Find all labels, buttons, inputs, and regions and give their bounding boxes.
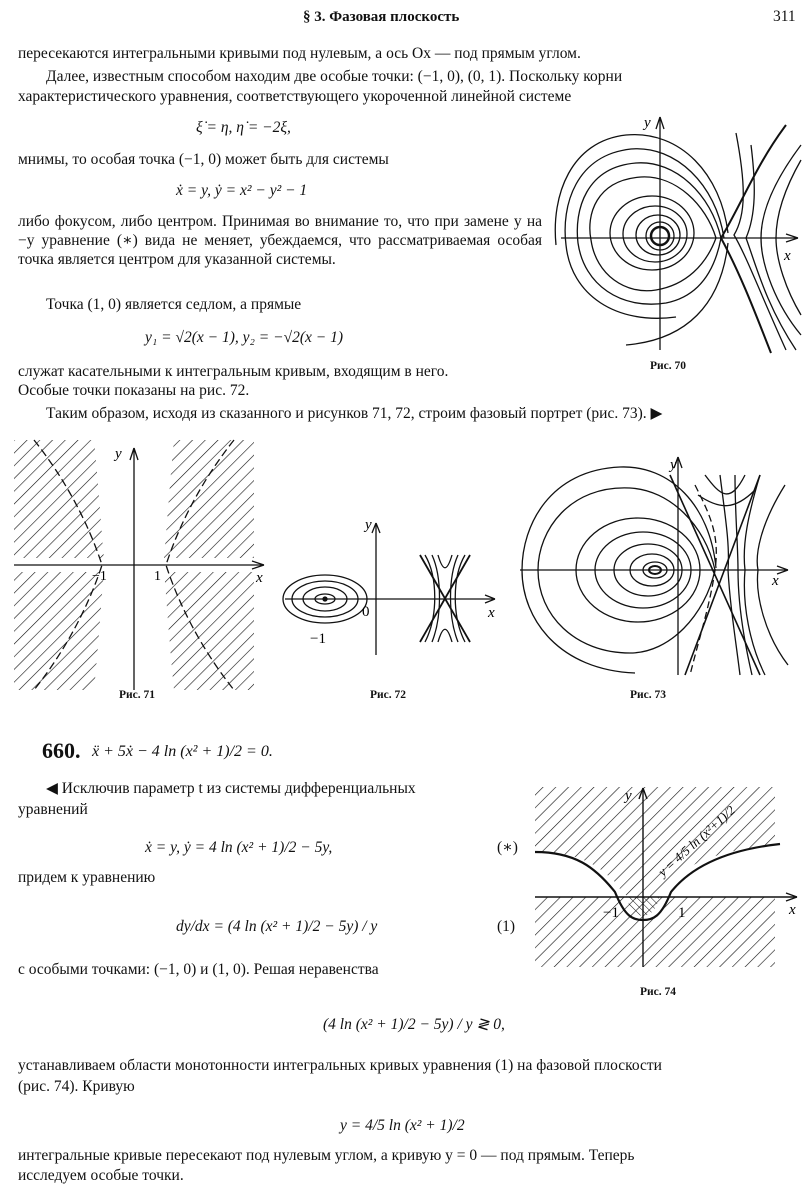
figure-74 xyxy=(535,782,805,972)
equation-tag: (∗) xyxy=(497,839,518,856)
text-line: Таким образом, исходя из сказанного и рисунков 71, 72, строим фазовый портрет (рис. 73). ▶ xyxy=(46,405,663,422)
text-line: ◀ Исключив параметр t из системы дифференциальных xyxy=(46,780,416,797)
problem-number: 660. xyxy=(42,738,81,763)
page-number: 311 xyxy=(773,8,796,25)
axis-label-x: x xyxy=(256,570,263,586)
text-line: с особыми точками: (−1, 0) и (1, 0). Решая неравенства xyxy=(18,961,379,978)
text-line: характеристического уравнения, соответствующего укороченной линейной системе xyxy=(18,88,572,105)
text-line: устанавливаем области монотонности интегральных кривых уравнения (1) на фазовой плоскости xyxy=(18,1057,662,1074)
figure-70 xyxy=(556,105,806,355)
equation-tag: (1) xyxy=(497,918,516,935)
equation: ẍ + 5ẋ − 4 ln (x² + 1)/2 = 0. xyxy=(92,743,273,760)
axis-label-x: x xyxy=(789,902,796,918)
axis-label-y: y xyxy=(115,446,122,462)
axis-label-x: x xyxy=(784,248,791,264)
text-line: интегральные кривые пересекают под нулевым углом, а кривую y = 0 — под прямым. Теперь xyxy=(18,1147,635,1164)
tick-label: −1 xyxy=(603,905,619,921)
tick-label: −1 xyxy=(310,631,326,647)
axis-label-x: x xyxy=(488,605,495,621)
axis-label-y: y xyxy=(625,788,632,804)
equation: (4 ln (x² + 1)/2 − 5y) / y ≷ 0, xyxy=(323,1016,505,1033)
running-header: § 3. Фазовая плоскость xyxy=(303,9,460,25)
tick-label: 1 xyxy=(154,569,161,584)
axis-label-y: y xyxy=(365,517,372,533)
text-line: Далее, известным способом находим две особые точки: (−1, 0), (0, 1). Поскольку корни xyxy=(46,68,623,85)
equation: y₁ = √2(x − 1), y₂ = −√2(x − 1) xyxy=(145,329,344,346)
axis-label-y: y xyxy=(670,457,677,473)
text-line: служат касательными к интегральным кривым, входящим в него. xyxy=(18,363,449,380)
figure-caption: Рис. 73 xyxy=(630,689,667,701)
equation: ẋ = y, ẏ = 4 ln (x² + 1)/2 − 5y, xyxy=(145,839,333,856)
paragraph: либо фокусом, либо центром. Принимая во внимание то, что при замене y на −y уравнение (∗) вида не меняет, убеждаемся, что рассматриваемая особая точка является центром для указанной системы. xyxy=(18,213,542,268)
tick-label: 1 xyxy=(678,905,686,921)
text-line: уравнений xyxy=(18,801,88,818)
figure-73 xyxy=(520,455,795,680)
figure-caption: Рис. 70 xyxy=(650,360,687,372)
text-line: придем к уравнению xyxy=(18,869,156,886)
text-line: пересекаются интегральными кривыми под нулевым, а ось Ox — под прямым углом. xyxy=(18,45,581,62)
equation: ẋ = y, ẏ = x² − y² − 1 xyxy=(176,182,308,199)
axis-label-x: x xyxy=(772,573,779,589)
text-line: Особые точки показаны на рис. 72. xyxy=(18,382,250,399)
equation: dy/dx = (4 ln (x² + 1)/2 − 5y) / y xyxy=(176,918,378,935)
figure-caption: Рис. 71 xyxy=(119,689,156,701)
text-line: Точка (1, 0) является седлом, а прямые xyxy=(46,296,302,313)
text-line: исследуем особые точки. xyxy=(18,1167,184,1184)
curve-label: y = 4/5 ln (x²+1)/2 xyxy=(654,802,738,880)
figure-71 xyxy=(14,440,269,695)
figure-caption: Рис. 72 xyxy=(370,689,407,701)
figure-caption: Рис. 74 xyxy=(640,986,677,998)
axis-label-y: y xyxy=(644,115,651,131)
text-line: (рис. 74). Кривую xyxy=(18,1078,135,1095)
equation: ξ̇ = η, η̇ = −2ξ, xyxy=(196,119,291,136)
tick-label: 0 xyxy=(362,604,370,620)
text-line: мнимы, то особая точка (−1, 0) может быть для системы xyxy=(18,151,389,168)
equation: y = 4/5 ln (x² + 1)/2 xyxy=(340,1117,465,1134)
figure-72 xyxy=(280,517,510,657)
tick-label: −1 xyxy=(92,569,107,584)
